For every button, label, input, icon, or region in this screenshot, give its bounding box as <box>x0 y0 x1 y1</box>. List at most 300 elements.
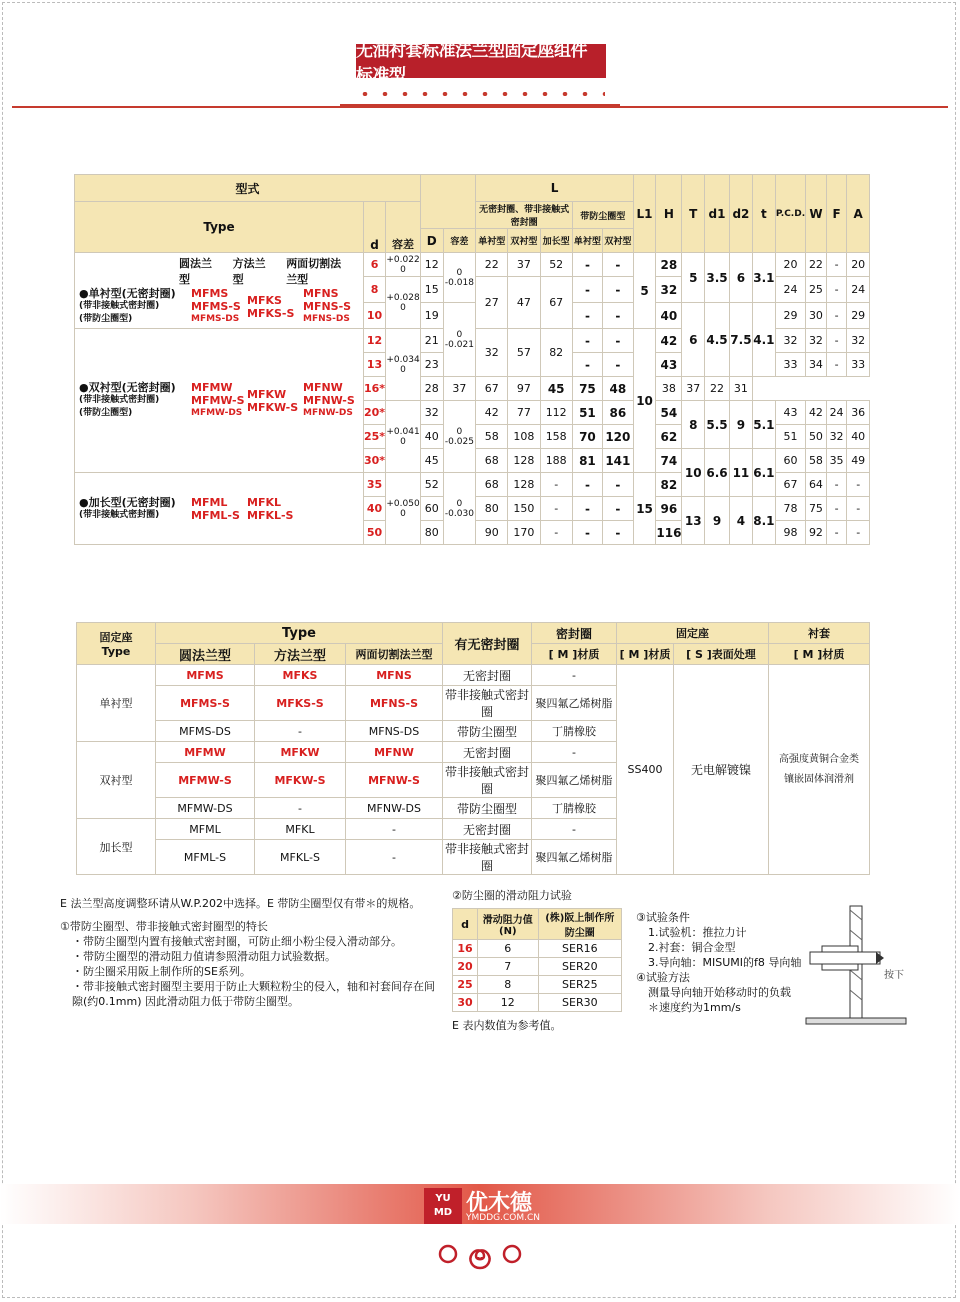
A-val: 33 <box>847 353 870 377</box>
test-row <box>453 958 622 976</box>
H-val: 116 <box>656 521 682 545</box>
note-line: ・带防尘圈型的滑动阻力值请参照滑动阻力试验数据。 <box>72 950 336 963</box>
L-val: 58 <box>476 425 508 449</box>
d-val: 40 <box>364 497 386 521</box>
D-val: 52 <box>421 473 444 497</box>
Ld-val: - <box>572 473 602 497</box>
material-cell: 无密封圈 <box>443 819 532 840</box>
col-label: 方法兰型 <box>232 257 266 286</box>
pcd-val: 20 <box>775 253 805 277</box>
h2-type: Type <box>156 623 443 644</box>
L-val: 90 <box>476 521 508 545</box>
h2-cut: 两面切割法兰型 <box>346 644 443 665</box>
material-cell: MFKW <box>255 742 346 763</box>
h-L-dust: 带防尘圈型 <box>572 202 633 229</box>
header-rule <box>12 106 948 108</box>
test-cell: 16 <box>453 940 478 958</box>
tol-D: 0 -0.030 <box>443 473 476 545</box>
type-group <box>75 329 364 473</box>
material-cell: - <box>532 742 617 763</box>
material-cell: MFKS <box>255 665 346 686</box>
note-line: ・防尘圈采用阪上制作所的SE系列。 <box>72 965 251 978</box>
material-cell: 带非接触式密封圈 <box>443 763 532 798</box>
cond-1: 1.试验机：推拉力计 <box>648 926 747 939</box>
h-H: H <box>656 175 682 253</box>
model-code: MFNW <box>303 381 343 394</box>
L-val: 108 <box>508 425 540 449</box>
W-val: 37 <box>682 377 705 401</box>
cond-3: 3.导向轴：MISUMI的f8 导向轴 <box>648 956 802 969</box>
group-title: ●单衬型(无密封圈) <box>79 287 176 300</box>
H-val: 43 <box>656 353 682 377</box>
t3-h-d: d <box>453 909 478 940</box>
H-val: 74 <box>656 449 682 473</box>
h-xingshi: 型式 <box>75 175 421 202</box>
material-cell: MFMS-DS <box>156 721 255 742</box>
material-row <box>77 665 870 686</box>
t-val: 5.1 <box>752 401 775 449</box>
col-label: 圆法兰型 <box>179 257 212 286</box>
L-val: 128 <box>508 473 540 497</box>
tol-d: +0.041 0 <box>386 401 421 473</box>
test-table <box>452 908 622 1012</box>
H-val: 28 <box>656 253 682 277</box>
h-T: T <box>682 175 705 253</box>
model-code: MFMW-S <box>191 394 245 407</box>
type-group <box>75 473 364 545</box>
L-val: 22 <box>476 253 508 277</box>
test-cell: SER30 <box>538 994 621 1012</box>
h-L1: L1 <box>633 175 656 253</box>
H-val: 96 <box>656 497 682 521</box>
material-cell: MFMS-S <box>156 686 255 721</box>
material-cell: 带非接触式密封圈 <box>443 686 532 721</box>
Ld-val: - <box>603 353 634 377</box>
h2-square: 方法兰型 <box>255 644 346 665</box>
material-cell: MFMS <box>156 665 255 686</box>
Ld-val: - <box>603 521 634 545</box>
d1-val: 3.5 <box>705 253 730 303</box>
model-code: MFKW-S <box>247 400 299 414</box>
note-2-title: ①带防尘圈型、带非接触式密封圈型的特长 <box>60 920 268 933</box>
method-title: ④试验方法 <box>636 971 690 984</box>
d-val: 50 <box>364 521 386 545</box>
L-val: - <box>540 521 572 545</box>
h-L-no: 无密封圈、带非接触式密封圈 <box>476 202 573 229</box>
A-val: 24 <box>847 277 870 303</box>
Ld-val: 81 <box>572 449 602 473</box>
h-d2: d2 <box>729 175 752 253</box>
L1-val: 10 <box>633 329 656 473</box>
Ld-val: - <box>572 329 602 353</box>
pcd-val: 67 <box>775 473 805 497</box>
L-val: 68 <box>476 473 508 497</box>
model-code: MFMW <box>191 381 233 394</box>
H-val: 42 <box>656 329 682 353</box>
H-val: 32 <box>656 277 682 303</box>
material-cell: MFNS-S <box>346 686 443 721</box>
d-val: 12 <box>364 329 386 353</box>
model-code: MFKL-S <box>247 508 294 522</box>
test-cell: 7 <box>478 958 539 976</box>
W-val: 22 <box>806 253 827 277</box>
test-cell: 12 <box>478 994 539 1012</box>
material-table <box>76 622 870 875</box>
L-val: 170 <box>508 521 540 545</box>
spec-row <box>75 253 870 277</box>
tol-d: +0.022 0 <box>386 254 420 275</box>
title-dots <box>355 92 605 96</box>
tol-D: 0 -0.018 <box>443 253 476 303</box>
material-cell: - <box>532 819 617 840</box>
L-val: 158 <box>540 425 572 449</box>
model-code: MFML-S <box>191 508 240 522</box>
material-cell: MFNW-S <box>346 763 443 798</box>
pcd-val: 38 <box>656 377 682 401</box>
cond-title: ③试验条件 <box>636 911 690 924</box>
W-val: 25 <box>806 277 827 303</box>
test-cell: 8 <box>478 976 539 994</box>
tol-D: 0 -0.025 <box>443 401 476 473</box>
h-pcd: P.C.D. <box>775 175 805 253</box>
Ld-val: 45 <box>540 377 572 401</box>
model-code: MFKS <box>247 293 282 307</box>
W-val: 42 <box>806 401 827 425</box>
Ld-val: - <box>603 303 634 329</box>
h-A: A <box>847 175 870 253</box>
d-val: 35 <box>364 473 386 497</box>
logo-top: YU <box>435 1193 451 1204</box>
H-val: 48 <box>603 377 634 401</box>
test-cell: 20 <box>453 958 478 976</box>
F-val: - <box>826 303 847 329</box>
pcd-val: 29 <box>775 303 805 329</box>
method-2: ＊速度约为1mm/s <box>648 1001 741 1014</box>
pcd-val: 32 <box>775 329 805 353</box>
material-cell: 聚四氟乙烯树脂 <box>532 840 617 875</box>
d-val: 16* <box>364 377 386 401</box>
material-cell: MFMW-DS <box>156 798 255 819</box>
material-cell: 带防尘圈型 <box>443 798 532 819</box>
group-label: 单衬型 <box>77 665 156 742</box>
L-val: 52 <box>540 253 572 277</box>
D-val: 23 <box>421 353 444 377</box>
spec-table <box>74 174 870 545</box>
Ld-val: - <box>603 277 634 303</box>
h2-seal: 有无密封圈 <box>443 623 532 665</box>
Ld-val: - <box>572 353 602 377</box>
L-val: 67 <box>540 277 572 329</box>
Ld-val: 75 <box>572 377 602 401</box>
note-line: ・带非接触式密封圈型主要用于防止大颗粒粉尘的侵入，轴和衬套间存在间 <box>72 980 435 993</box>
L-val: 77 <box>508 401 540 425</box>
pcd-val: 24 <box>775 277 805 303</box>
h2-fix: 固定座 <box>617 623 769 644</box>
fix-surface: 无电解镀镍 <box>674 665 769 875</box>
material-cell: 聚四氟乙烯树脂 <box>532 686 617 721</box>
H-val: 82 <box>656 473 682 497</box>
test-row <box>453 976 622 994</box>
A-val: 49 <box>847 449 870 473</box>
test-note: E 表内数值为参考值。 <box>452 1019 562 1032</box>
note-1: E 法兰型高度调整环请从W.P.202中选择。E 带防尘圈型仅有带＊的规格。 <box>60 897 421 910</box>
d-val: 8 <box>364 277 386 303</box>
W-val: 64 <box>806 473 827 497</box>
d1-val: 6.6 <box>705 449 730 497</box>
d2-val: 7.5 <box>729 303 752 377</box>
L-val: 82 <box>540 329 572 377</box>
type-group <box>75 253 364 329</box>
L-val: 80 <box>476 497 508 521</box>
d-val: 25* <box>364 425 386 449</box>
L-val: 150 <box>508 497 540 521</box>
H-val: 40 <box>656 303 682 329</box>
F-val: - <box>826 329 847 353</box>
logo-bot: MD <box>433 1207 453 1218</box>
d-val: 13 <box>364 353 386 377</box>
test-cell: 30 <box>453 994 478 1012</box>
note-line: ・带防尘圈型内置有接触式密封圈，可防止细小粉尘侵入滑动部分。 <box>72 935 402 948</box>
material-cell: MFMW <box>156 742 255 763</box>
L-val: 37 <box>508 253 540 277</box>
material-cell: 无密封圈 <box>443 742 532 763</box>
t3-h-force: 滑动阻力值 (N) <box>478 909 539 940</box>
material-cell: 丁腈橡胶 <box>532 798 617 819</box>
A-val: 29 <box>847 303 870 329</box>
D-val: 45 <box>421 449 444 473</box>
brand-url: YMDDG.COM.CN <box>466 1213 540 1223</box>
h-D: D <box>421 229 444 253</box>
h-F: F <box>826 175 847 253</box>
t-val: 4.1 <box>752 303 775 377</box>
A-val: 40 <box>847 425 870 449</box>
F-val: - <box>826 277 847 303</box>
col-label: 两面切割法兰型 <box>286 257 342 286</box>
group-sub2: (带防尘圈型) <box>79 408 133 418</box>
Ld-val: 70 <box>572 425 602 449</box>
material-cell: MFNS <box>346 665 443 686</box>
h-tolD: 容差 <box>443 229 476 253</box>
L-val: 188 <box>540 449 572 473</box>
tol-d: +0.028 0 <box>386 277 421 329</box>
material-cell: 丁腈橡胶 <box>532 721 617 742</box>
material-cell: MFNW-DS <box>346 798 443 819</box>
group-title: ●加长型(无密封圈) <box>79 495 176 509</box>
d1-val: 5.5 <box>705 401 730 449</box>
tol-d: +0.034 0 <box>386 329 421 401</box>
model-code: MFNS-DS <box>303 314 350 324</box>
material-cell: MFNS-DS <box>346 721 443 742</box>
group-label: 加长型 <box>77 819 156 875</box>
model-code: MFNW-DS <box>303 408 353 418</box>
liner-material: 高强度黄铜合金类 镶嵌固体润滑剂 <box>769 665 870 875</box>
test-cell: SER20 <box>538 958 621 976</box>
Ld-val: 141 <box>603 449 634 473</box>
A-val: - <box>847 473 870 497</box>
h-type: Type <box>75 202 364 253</box>
model-code: MFMS-S <box>191 300 241 313</box>
model-code: MFMW-DS <box>191 408 243 418</box>
method-1: 测量导向轴开始移动时的负载 <box>648 986 791 999</box>
test-cell: SER16 <box>538 940 621 958</box>
material-cell: - <box>255 798 346 819</box>
pcd-val: 43 <box>775 401 805 425</box>
L-val: 37 <box>443 377 476 401</box>
D-val: 32 <box>421 401 444 425</box>
F-val: 32 <box>826 425 847 449</box>
F-val: 35 <box>826 449 847 473</box>
pcd-val: 60 <box>775 449 805 473</box>
fix-material: SS400 <box>617 665 674 875</box>
material-cell: - <box>346 840 443 875</box>
L-val: 68 <box>476 449 508 473</box>
d2-val: 11 <box>729 449 752 497</box>
material-cell: - <box>532 665 617 686</box>
material-cell: MFKL-S <box>255 840 346 875</box>
D-val: 40 <box>421 425 444 449</box>
model-code: MFNW-S <box>303 394 355 407</box>
T-val: 13 <box>682 497 705 545</box>
test-section <box>452 888 627 903</box>
H-val: 62 <box>656 425 682 449</box>
pcd-val: 51 <box>775 425 805 449</box>
h-double2: 双衬型 <box>603 229 634 253</box>
t3-h-ring: (株)阪上制作所 防尘圈 <box>538 909 621 940</box>
h-d: d <box>364 202 386 253</box>
material-cell: 带防尘圈型 <box>443 721 532 742</box>
F-val: - <box>826 473 847 497</box>
Ld-val: - <box>603 473 634 497</box>
Ld-val: - <box>603 253 634 277</box>
D-val: 19 <box>421 303 444 329</box>
F-val: 24 <box>826 401 847 425</box>
F-val: 22 <box>705 377 730 401</box>
h2-fixmat: [ M ]材质 <box>617 644 674 665</box>
L-val: 47 <box>508 277 540 329</box>
material-cell: 无密封圈 <box>443 665 532 686</box>
Ld-val: - <box>572 253 602 277</box>
D-val: 12 <box>421 253 444 277</box>
d2-val: 6 <box>729 253 752 303</box>
group-sub1: (带非接触式密封圈) <box>79 301 160 311</box>
h2-fixsurf: [ S ]表面处理 <box>674 644 769 665</box>
T-val: 8 <box>682 401 705 449</box>
L-val: 32 <box>476 329 508 377</box>
W-val: 30 <box>806 303 827 329</box>
group-title: ●双衬型(无密封圈) <box>79 381 176 394</box>
material-cell: 带非接触式密封圈 <box>443 840 532 875</box>
d-val: 6 <box>364 253 386 277</box>
L-val: 27 <box>476 277 508 329</box>
model-code: MFMS-DS <box>191 314 240 324</box>
material-cell: MFKL <box>255 819 346 840</box>
d1-val: 4.5 <box>705 303 730 377</box>
t-val: 6.1 <box>752 449 775 497</box>
d2-val: 4 <box>729 497 752 545</box>
material-cell: MFKW-S <box>255 763 346 798</box>
T-val: 5 <box>682 253 705 303</box>
test-cell: 6 <box>478 940 539 958</box>
material-cell: MFML <box>156 819 255 840</box>
group-sub1: (带非接触式密封圈) <box>79 509 160 520</box>
t-val: 3.1 <box>752 253 775 303</box>
blank-hdr <box>421 175 476 229</box>
note-line: 隙(约0.1mm) 因此滑动阻力低于带防尘圈型。 <box>72 995 300 1008</box>
Ld-val: - <box>572 303 602 329</box>
group-sub2: (带防尘圈型) <box>79 314 133 324</box>
model-code: MFKL <box>247 495 281 509</box>
h2-sealring: 密封圈 <box>532 623 617 644</box>
model-code: MFNS <box>303 287 339 300</box>
tol-D: 0 -0.021 <box>443 303 476 377</box>
group-sub1: (带非接触式密封圈) <box>79 395 160 405</box>
push-label: 按下 <box>884 970 904 981</box>
test-row <box>453 940 622 958</box>
F-val: - <box>826 353 847 377</box>
W-val: 92 <box>806 521 827 545</box>
model-code: MFNS-S <box>303 300 352 313</box>
W-val: 34 <box>806 353 827 377</box>
cond-2: 2.衬套：铜合金型 <box>648 941 736 954</box>
A-val: - <box>847 521 870 545</box>
L-val: 42 <box>476 401 508 425</box>
L1-val: 5 <box>633 253 656 329</box>
h2-sealmat: [ M ]材质 <box>532 644 617 665</box>
h-d1: d1 <box>705 175 730 253</box>
material-cell: MFKS-S <box>255 686 346 721</box>
L-val: 97 <box>508 377 540 401</box>
L-val: - <box>540 497 572 521</box>
h-tol: 容差 <box>386 202 421 253</box>
h-single: 单衬型 <box>476 229 508 253</box>
W-val: 58 <box>806 449 827 473</box>
test-title: ②防尘圈的滑动阻力试验 <box>452 889 572 902</box>
Ld-val: - <box>603 497 634 521</box>
material-cell: - <box>346 819 443 840</box>
L-val: 57 <box>508 329 540 377</box>
T-val: 6 <box>682 303 705 377</box>
D-val: 80 <box>421 521 444 545</box>
group-label: 双衬型 <box>77 742 156 819</box>
test-row <box>453 994 622 1012</box>
test-cell: SER25 <box>538 976 621 994</box>
material-cell: - <box>255 721 346 742</box>
page-title: 无油衬套标准法兰型固定座组件 标准型 <box>356 44 606 78</box>
W-val: 75 <box>806 497 827 521</box>
Ld-val: 86 <box>603 401 634 425</box>
Ld-val: - <box>603 329 634 353</box>
Ld-val: 51 <box>572 401 602 425</box>
ornament-icon <box>432 1240 528 1270</box>
d-val: 30* <box>364 449 386 473</box>
A-val: 36 <box>847 401 870 425</box>
d-val: 20* <box>364 401 386 425</box>
F-val: - <box>826 253 847 277</box>
h-L: L <box>476 175 633 202</box>
T-val: 10 <box>682 449 705 497</box>
d2-val: 9 <box>729 401 752 449</box>
material-cell: 聚四氟乙烯树脂 <box>532 763 617 798</box>
pcd-val: 33 <box>775 353 805 377</box>
D-val: 60 <box>421 497 444 521</box>
h2-liner: 衬套 <box>769 623 870 644</box>
h2-linermat: [ M ]材质 <box>769 644 870 665</box>
pcd-val: 98 <box>775 521 805 545</box>
L-val: 128 <box>508 449 540 473</box>
pcd-val: 78 <box>775 497 805 521</box>
W-val: 32 <box>806 329 827 353</box>
h2-base: 固定座 Type <box>77 623 156 665</box>
